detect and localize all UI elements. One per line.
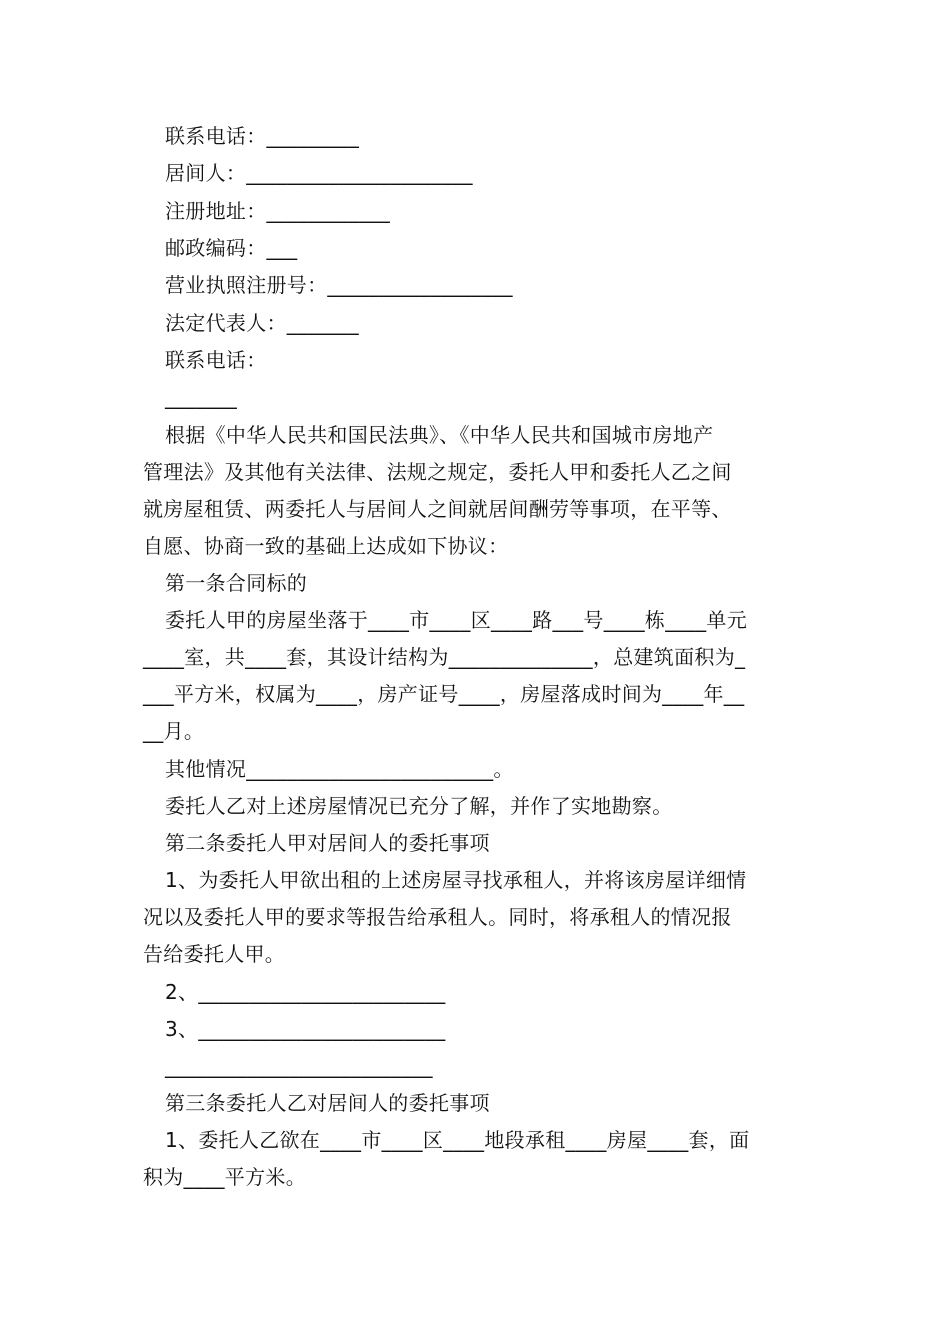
preamble-line-4: 自愿、协商一致的基础上达成如下协议： bbox=[143, 534, 509, 558]
intermediary-line: 居间人：______________________ bbox=[165, 161, 473, 185]
article-1-line-3: ___平方米，权属为____，房产证号____，房屋落成时间为____年__ bbox=[143, 682, 745, 706]
article-3-item-1-line-1: 1、委托人乙欲在____市____区____地段承租____房屋____套，面 bbox=[165, 1128, 750, 1152]
phone-blank-line: _______ bbox=[165, 385, 238, 409]
article-2-item-3: 3、________________________ bbox=[165, 1017, 446, 1041]
contact-phone-line-2: 联系电话： bbox=[165, 348, 267, 372]
preamble-line-2: 管理法》及其他有关法律、法规之规定，委托人甲和委托人乙之间 bbox=[143, 460, 732, 484]
party-b-acknowledgement-line: 委托人乙对上述房屋情况已充分了解，并作了实地勘察。 bbox=[165, 794, 673, 818]
article-1-heading: 第一条合同标的 bbox=[165, 571, 308, 595]
article-2-blank-line: __________________________ bbox=[165, 1054, 433, 1078]
article-2-item-1-line-2: 况以及委托人甲的要求等报告给承租人。同时，将承租人的情况报 bbox=[143, 905, 732, 929]
business-license-line: 营业执照注册号：__________________ bbox=[165, 273, 513, 297]
preamble-line-3: 就房屋租赁、两委托人与居间人之间就居间酬劳等事项，在平等、 bbox=[143, 497, 732, 521]
article-1-line-1: 委托人甲的房屋坐落于____市____区____路___号____栋____单元 bbox=[165, 608, 747, 632]
article-2-item-2: 2、________________________ bbox=[165, 980, 446, 1004]
article-3-heading: 第三条委托人乙对居间人的委托事项 bbox=[165, 1091, 490, 1115]
other-conditions-line: 其他情况________________________。 bbox=[165, 757, 514, 781]
registered-address-line: 注册地址：____________ bbox=[165, 199, 391, 223]
article-2-item-1-line-3: 告给委托人甲。 bbox=[143, 942, 286, 966]
article-2-item-1-line-1: 1、为委托人甲欲出租的上述房屋寻找承租人，并将该房屋详细情 bbox=[165, 868, 747, 892]
article-3-item-1-line-2: 积为____平方米。 bbox=[143, 1165, 306, 1189]
preamble-line-1: 根据《中华人民共和国民法典》、《中华人民共和国城市房地产 bbox=[165, 423, 714, 447]
article-2-heading: 第二条委托人甲对居间人的委托事项 bbox=[165, 831, 490, 855]
legal-representative-line: 法定代表人：_______ bbox=[165, 311, 359, 335]
postal-code-line: 邮政编码：___ bbox=[165, 236, 298, 260]
article-1-line-2: ____室，共____套，其设计结构为______________，总建筑面积为_ bbox=[143, 645, 746, 669]
contact-phone-line-1: 联系电话：_________ bbox=[165, 124, 360, 148]
article-1-line-4: __月。 bbox=[143, 719, 205, 743]
